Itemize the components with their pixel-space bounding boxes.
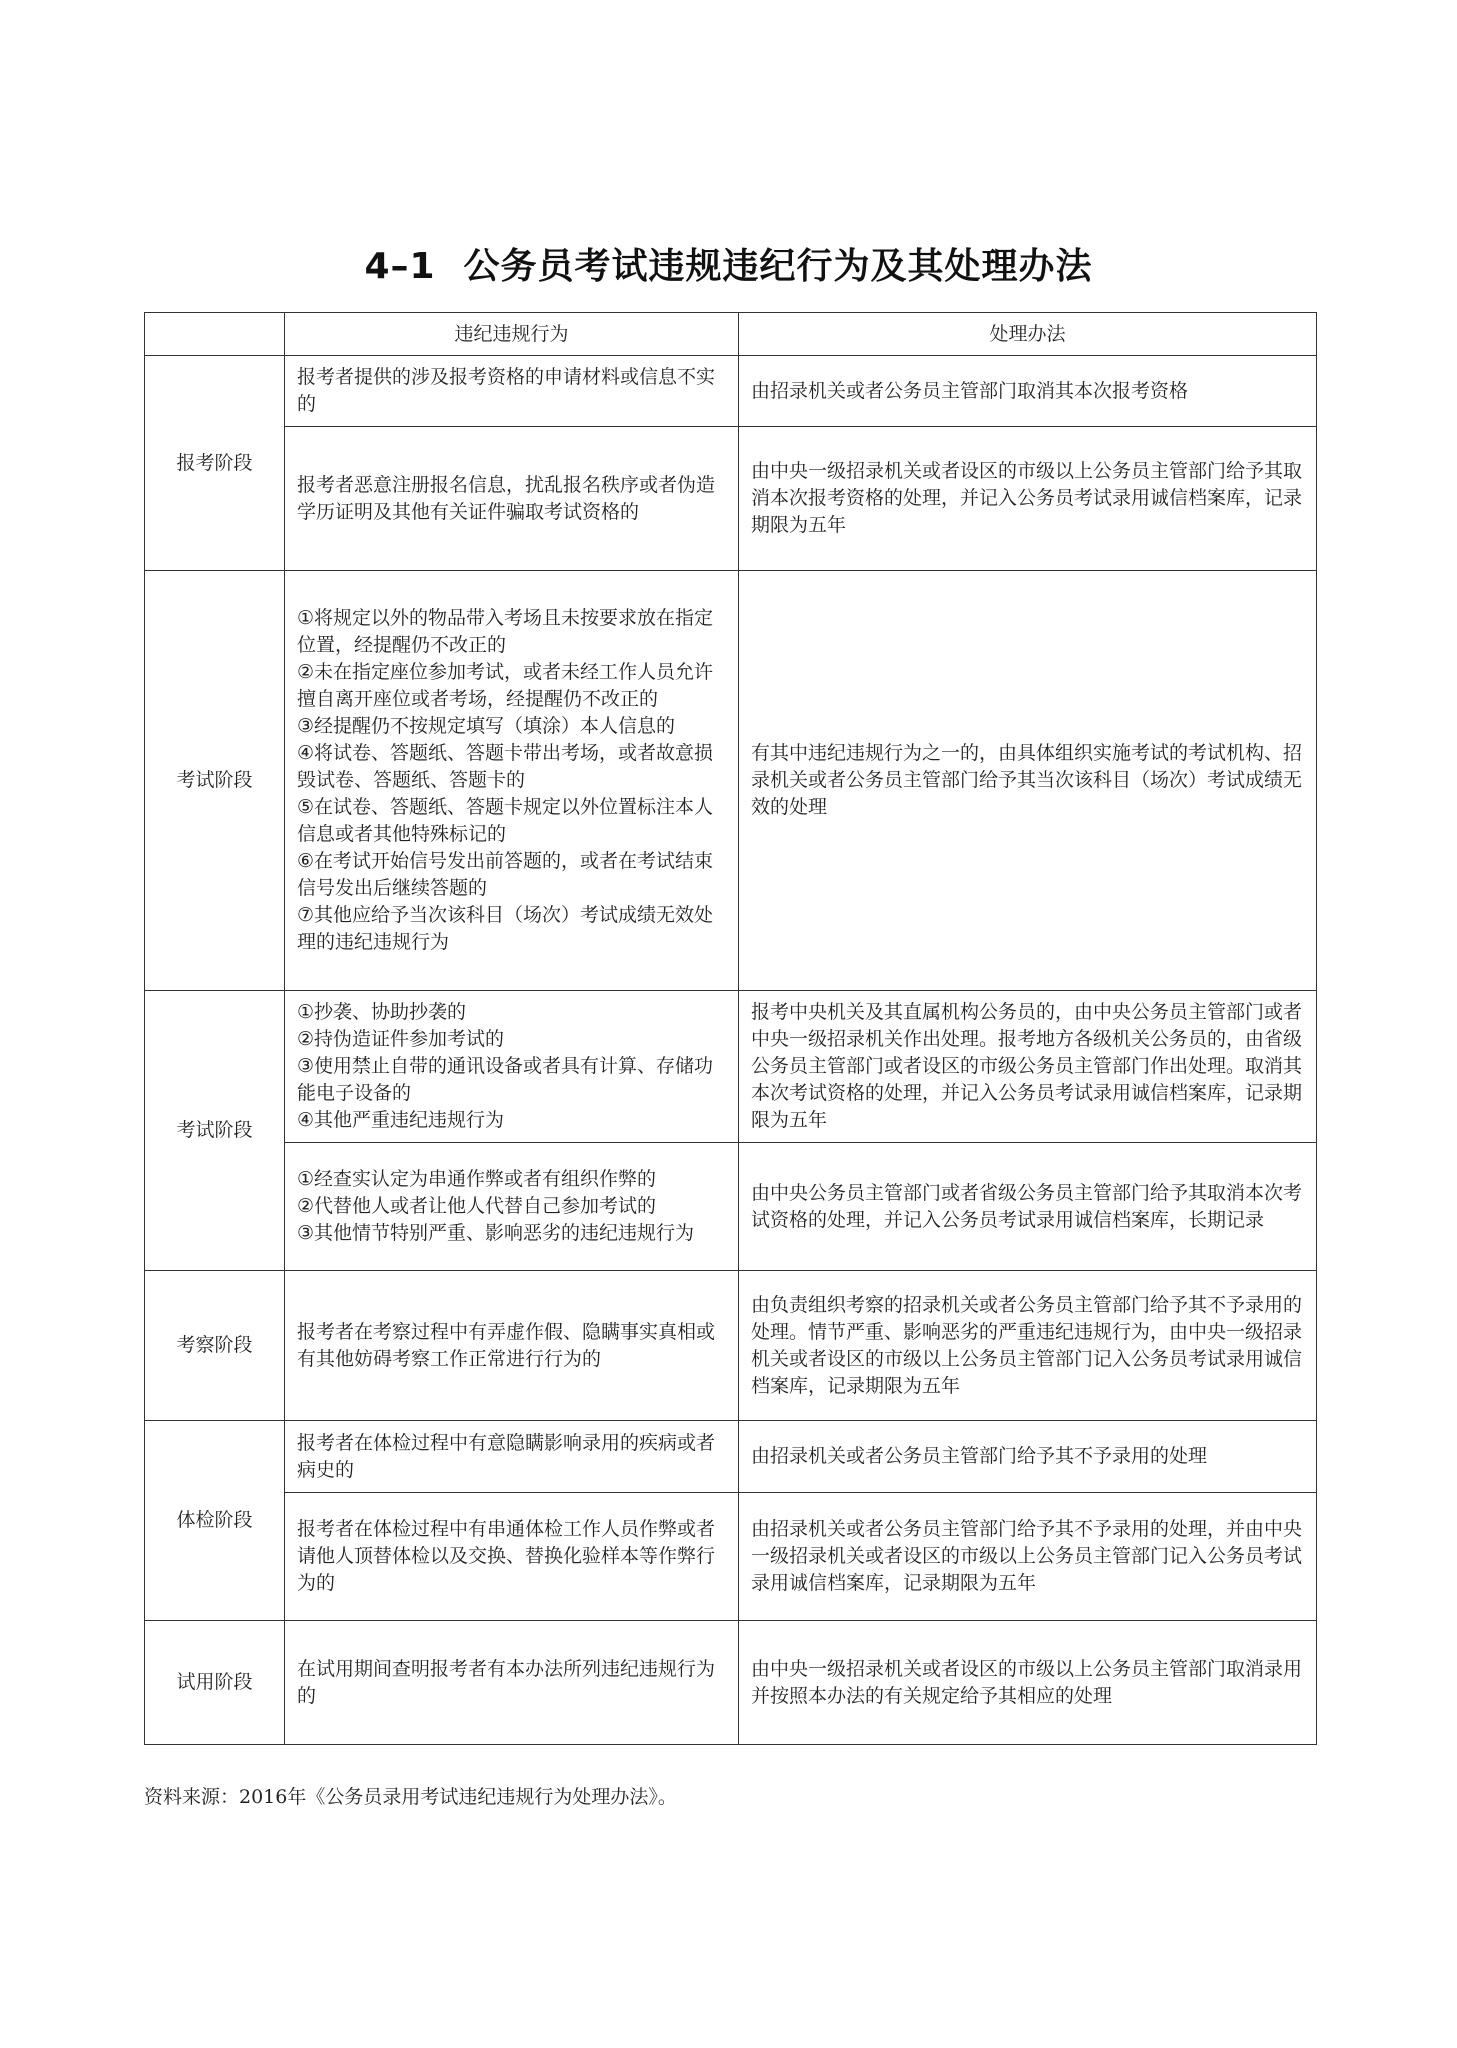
violation-item: 在试用期间查明报考者有本办法所列违纪违规行为的 — [297, 1657, 716, 1707]
source-note: 资料来源：2016年《公务员录用考试违纪违规行为处理办法》。 — [144, 1786, 677, 1808]
violation-cell — [285, 1493, 739, 1621]
violation-cell — [285, 571, 739, 991]
violation-item: ⑦其他应给予当次该科目（场次）考试成绩无效处理的违纪违规行为 — [297, 904, 714, 953]
handling-cell: 由负责组织考察的招录机关或者公务员主管部门给予其不予录用的处理。情节严重、影响恶劣的严重违纪违规行为，由中央一级招录机关或者设区的市级以上公务员主管部门记入公务员考试录用诚信档案库，记录期限为五年 — [739, 1271, 1317, 1421]
violation-item: ③经提醒仍不按规定填写（填涂）本人信息的 — [297, 715, 676, 737]
violation-item: ①经查实认定为串通作弊或者有组织作弊的 — [297, 1168, 657, 1190]
table-title: 公务员考试违规违纪行为及其处理办法 — [463, 246, 1093, 287]
violation-cell — [285, 1621, 739, 1745]
violation-item: ①抄袭、协助抄袭的 — [297, 1001, 467, 1023]
violation-item: 报考者在体检过程中有串通体检工作人员作弊或者请他人顶替体检以及交换、替换化验样本等作弊行为的 — [297, 1518, 716, 1594]
violation-item: ②持伪造证件参加考试的 — [297, 1028, 505, 1050]
table-row — [145, 991, 1317, 1143]
header-stage — [145, 313, 285, 356]
table-row — [145, 356, 1317, 427]
violation-item: 报考者在考察过程中有弄虚作假、隐瞒事实真相或有其他妨碍考察工作正常进行行为的 — [297, 1320, 716, 1370]
stage-cell: 考察阶段 — [145, 1271, 285, 1421]
table-row — [145, 1143, 1317, 1271]
violation-item: 报考者恶意注册报名信息，扰乱报名秩序或者伪造学历证明及其他有关证件骗取考试资格的 — [297, 473, 716, 523]
violation-item: ⑥在考试开始信号发出前答题的，或者在考试结束信号发出后继续答题的 — [297, 850, 714, 899]
handling-cell: 由招录机关或者公务员主管部门取消其本次报考资格 — [739, 356, 1317, 427]
table-number: 4–1 — [364, 246, 436, 287]
violation-cell — [285, 991, 739, 1143]
table-row — [145, 1271, 1317, 1421]
stage-cell: 考试阶段 — [145, 571, 285, 991]
table-row — [145, 1621, 1317, 1745]
header-row — [145, 313, 1317, 356]
violation-cell — [285, 1143, 739, 1271]
violation-item: ②未在指定座位参加考试，或者未经工作人员允许擅自离开座位或者考场，经提醒仍不改正的 — [297, 661, 714, 710]
table-row — [145, 1421, 1317, 1493]
stage-cell: 试用阶段 — [145, 1621, 285, 1745]
handling-cell: 由中央公务员主管部门或者省级公务员主管部门给予其取消本次考试资格的处理，并记入公务员考试录用诚信档案库，长期记录 — [739, 1143, 1317, 1271]
handling-cell: 由招录机关或者公务员主管部门给予其不予录用的处理 — [739, 1421, 1317, 1493]
stage-cell: 报考阶段 — [145, 356, 285, 571]
stage-cell: 体检阶段 — [145, 1421, 285, 1621]
violation-item: 报考者提供的涉及报考资格的申请材料或信息不实的 — [297, 366, 716, 415]
header-violation: 违纪违规行为 — [285, 313, 739, 356]
header-handling: 处理办法 — [739, 313, 1317, 356]
table-row — [145, 427, 1317, 571]
violation-item: ③其他情节特别严重、影响恶劣的违纪违规行为 — [297, 1222, 695, 1244]
violation-item: ①将规定以外的物品带入考场且未按要求放在指定位置，经提醒仍不改正的 — [297, 607, 714, 656]
table-row — [145, 571, 1317, 991]
table-row — [145, 1493, 1317, 1621]
violation-cell — [285, 1271, 739, 1421]
violation-item: 报考者在体检过程中有意隐瞒影响录用的疾病或者病史的 — [297, 1431, 716, 1481]
violation-item: ④将试卷、答题纸、答题卡带出考场，或者故意损毁试卷、答题纸、答题卡的 — [297, 742, 714, 791]
violation-cell — [285, 356, 739, 427]
page-title — [0, 238, 1457, 289]
violation-cell — [285, 1421, 739, 1493]
violation-table — [144, 312, 1317, 1745]
handling-cell: 由中央一级招录机关或者设区的市级以上公务员主管部门给予其取消本次报考资格的处理，并记入公务员考试录用诚信档案库，记录期限为五年 — [739, 427, 1317, 571]
violation-cell — [285, 427, 739, 571]
violation-item: ③使用禁止自带的通讯设备或者具有计算、存储功能电子设备的 — [297, 1055, 714, 1104]
handling-cell: 有其中违纪违规行为之一的，由具体组织实施考试的考试机构、招录机关或者公务员主管部门给予其当次该科目（场次）考试成绩无效的处理 — [739, 571, 1317, 991]
violation-item: ④其他严重违纪违规行为 — [297, 1109, 505, 1131]
violation-item: ②代替他人或者让他人代替自己参加考试的 — [297, 1195, 657, 1217]
violation-item: ⑤在试卷、答题纸、答题卡规定以外位置标注本人信息或者其他特殊标记的 — [297, 796, 714, 845]
handling-cell: 由中央一级招录机关或者设区的市级以上公务员主管部门取消录用并按照本办法的有关规定给予其相应的处理 — [739, 1621, 1317, 1745]
handling-cell: 报考中央机关及其直属机构公务员的，由中央公务员主管部门或者中央一级招录机关作出处理。报考地方各级机关公务员的，由省级公务员主管部门或者设区的市级公务员主管部门作出处理。取消其本次考试资格的处理，并记入公务员考试录用诚信档案库，记录期限为五年 — [739, 991, 1317, 1143]
handling-cell: 由招录机关或者公务员主管部门给予其不予录用的处理，并由中央一级招录机关或者设区的市级以上公务员主管部门记入公务员考试录用诚信档案库，记录期限为五年 — [739, 1493, 1317, 1621]
stage-cell: 考试阶段 — [145, 991, 285, 1271]
